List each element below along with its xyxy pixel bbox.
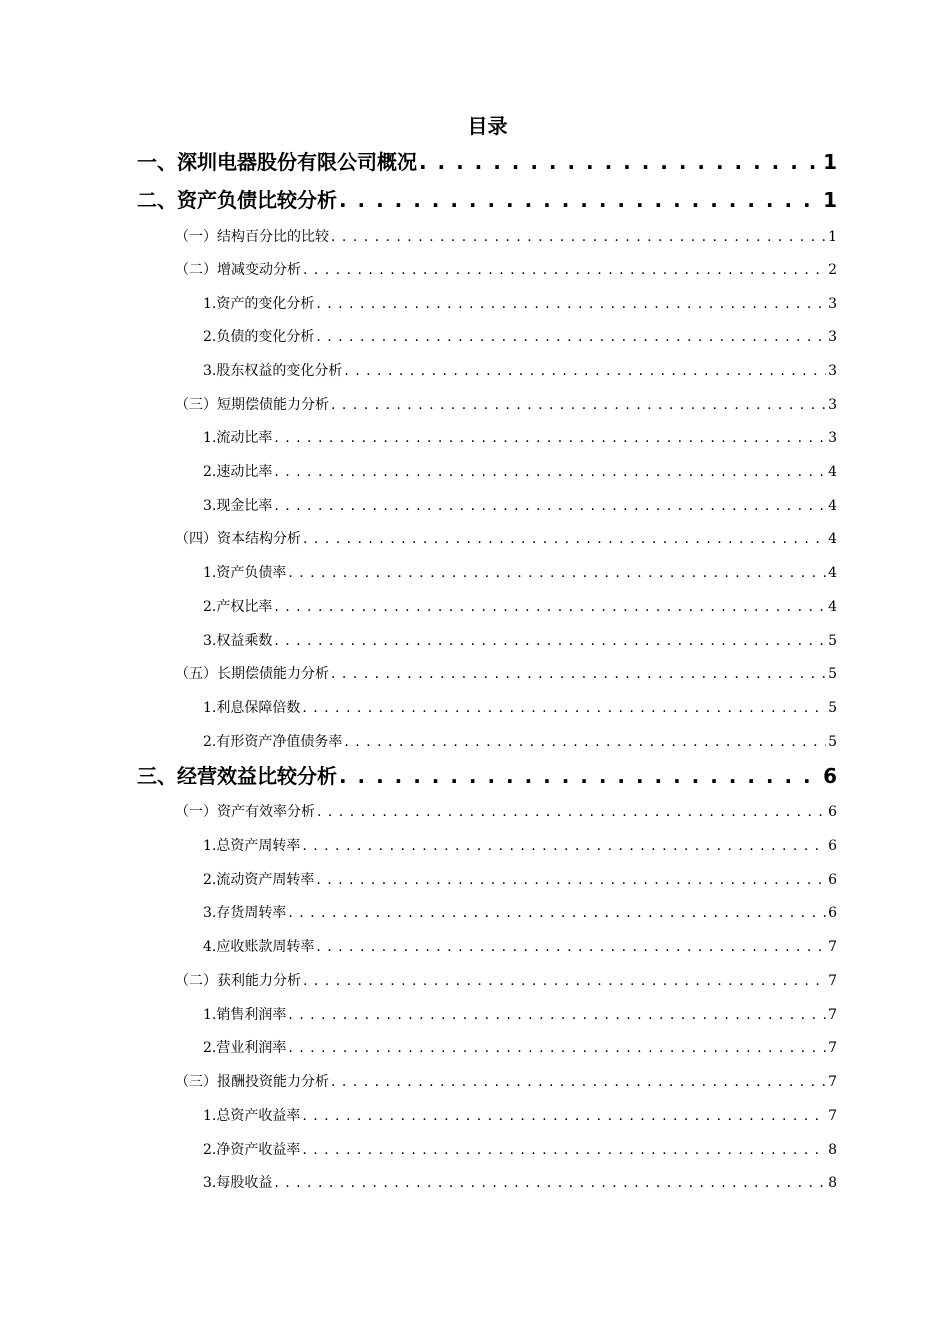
- toc-entry[interactable]: [203, 697, 837, 719]
- toc-entry-text: 2.负债的变化分析: [203, 329, 315, 345]
- toc-entry[interactable]: [175, 226, 837, 248]
- dot-leader: [288, 1037, 826, 1059]
- dot-leader: [331, 663, 826, 685]
- toc-page-number: 5: [828, 734, 837, 750]
- dot-leader: [288, 902, 826, 924]
- toc-entry-text: 三、经营效益比较分析: [137, 764, 337, 788]
- page-title: 目录: [467, 114, 508, 138]
- toc-entry-text: 3.股东权益的变化分析: [203, 363, 343, 379]
- toc-page-number: 4: [828, 565, 837, 581]
- dot-leader: [303, 259, 826, 281]
- toc-page-number: 4: [828, 464, 837, 480]
- dot-leader: [344, 360, 826, 382]
- toc-entry[interactable]: [203, 1037, 837, 1059]
- toc-entry-text: （四）资本结构分析: [175, 531, 301, 547]
- toc-entry[interactable]: [203, 902, 837, 924]
- toc-page-number: 7: [828, 1074, 837, 1090]
- toc-entry-text: （三）报酬投资能力分析: [175, 1074, 329, 1090]
- toc-entry[interactable]: [203, 731, 837, 753]
- toc-page-number: 3: [828, 397, 837, 413]
- dot-leader: [331, 1071, 826, 1093]
- toc-entry-text: 2.速动比率: [203, 464, 273, 480]
- toc-entry-text: （三）短期偿债能力分析: [175, 397, 329, 413]
- toc-entry-text: 2.流动资产周转率: [203, 872, 315, 888]
- toc-entry-text: （一）结构百分比的比较: [175, 229, 329, 245]
- toc-entry[interactable]: [137, 186, 837, 214]
- dot-leader: [419, 148, 821, 176]
- toc-page-number: 5: [828, 633, 837, 649]
- toc-entry-text: 2.产权比率: [203, 599, 273, 615]
- toc-entry-text: 2.有形资产净值债务率: [203, 734, 343, 750]
- toc-page-number: 5: [828, 666, 837, 682]
- toc-entry[interactable]: [203, 293, 837, 315]
- toc-entry-text: 1.资产的变化分析: [203, 296, 315, 312]
- toc-page-number: 7: [828, 939, 837, 955]
- toc-entry[interactable]: [203, 869, 837, 891]
- toc-entry-text: 二、资产负债比较分析: [137, 188, 337, 212]
- toc-page-number: 6: [828, 905, 837, 921]
- toc-page-number: 4: [828, 498, 837, 514]
- toc-entry[interactable]: [203, 630, 837, 652]
- toc-entry[interactable]: [203, 936, 837, 958]
- toc-entry[interactable]: [137, 148, 837, 176]
- toc-entry[interactable]: [137, 762, 837, 790]
- toc-entry-text: （二）获利能力分析: [175, 973, 301, 989]
- toc-entry-text: （五）长期偿债能力分析: [175, 666, 329, 682]
- toc-page-number: 6: [823, 764, 837, 788]
- dot-leader: [302, 697, 826, 719]
- dot-leader: [339, 762, 821, 790]
- dot-leader: [303, 970, 826, 992]
- toc-page-number: 7: [828, 1040, 837, 1056]
- toc-entry[interactable]: [203, 835, 837, 857]
- toc-entry[interactable]: [203, 1172, 837, 1194]
- dot-leader: [302, 1105, 826, 1127]
- dot-leader: [302, 1139, 826, 1161]
- toc-page-number: 3: [828, 430, 837, 446]
- toc-entry-text: 3.存货周转率: [203, 905, 287, 921]
- dot-leader: [316, 936, 826, 958]
- dot-leader: [331, 394, 826, 416]
- toc-entry[interactable]: [175, 663, 837, 685]
- toc-entry-text: 1.销售利润率: [203, 1007, 287, 1023]
- toc-entry-text: 2.净资产收益率: [203, 1142, 301, 1158]
- dot-leader: [274, 1172, 826, 1194]
- dot-leader: [316, 869, 826, 891]
- toc-entry-text: 3.权益乘数: [203, 633, 273, 649]
- toc-entry[interactable]: [203, 427, 837, 449]
- toc-page-number: 8: [828, 1142, 837, 1158]
- toc-page-number: 1: [823, 188, 837, 212]
- toc-entry-text: （一）资产有效率分析: [175, 804, 315, 820]
- toc-entry[interactable]: [175, 259, 837, 281]
- toc-page-number: 7: [828, 1007, 837, 1023]
- toc-page-number: 7: [828, 1108, 837, 1124]
- toc-page-number: 3: [828, 363, 837, 379]
- dot-leader: [274, 461, 826, 483]
- toc-entry-text: 1.总资产收益率: [203, 1108, 301, 1124]
- dot-leader: [339, 186, 821, 214]
- dot-leader: [316, 326, 826, 348]
- toc-entry[interactable]: [203, 562, 837, 584]
- dot-leader: [288, 562, 826, 584]
- toc-page-number: 3: [828, 296, 837, 312]
- dot-leader: [274, 596, 826, 618]
- toc-entry-text: 1.总资产周转率: [203, 838, 301, 854]
- toc-entry-text: 1.资产负债率: [203, 565, 287, 581]
- toc-entry-text: 2.营业利润率: [203, 1040, 287, 1056]
- toc-page-number: 1: [828, 229, 837, 245]
- toc-page-number: 8: [828, 1175, 837, 1191]
- toc-page-number: 4: [828, 531, 837, 547]
- toc-entry[interactable]: [175, 970, 837, 992]
- toc-entry-text: 一、深圳电器股份有限公司概况: [137, 150, 417, 174]
- dot-leader: [274, 427, 826, 449]
- toc-entry[interactable]: [203, 1105, 837, 1127]
- toc-entry-text: 1.流动比率: [203, 430, 273, 446]
- toc-page-number: 2: [828, 262, 837, 278]
- toc-page-number: 4: [828, 599, 837, 615]
- toc-entry-text: 1.利息保障倍数: [203, 700, 301, 716]
- toc-entry[interactable]: [175, 1071, 837, 1093]
- toc-entry[interactable]: [203, 1004, 837, 1026]
- dot-leader: [317, 801, 826, 823]
- toc-entry[interactable]: [203, 360, 837, 382]
- toc-page-number: 1: [823, 150, 837, 174]
- toc-entry[interactable]: [175, 528, 837, 550]
- toc-entry[interactable]: [203, 596, 837, 618]
- toc-page-number: 6: [828, 804, 837, 820]
- toc-entry[interactable]: [203, 461, 837, 483]
- toc-entry[interactable]: [175, 394, 837, 416]
- dot-leader: [344, 731, 826, 753]
- toc-entry[interactable]: [203, 495, 837, 517]
- dot-leader: [303, 528, 826, 550]
- toc-entry-text: （二）增减变动分析: [175, 262, 301, 278]
- toc-entry[interactable]: [203, 1139, 837, 1161]
- dot-leader: [316, 293, 826, 315]
- toc-entry[interactable]: [175, 801, 837, 823]
- toc-page-number: 5: [828, 700, 837, 716]
- toc-entry-text: 4.应收账款周转率: [203, 939, 315, 955]
- toc-page-number: 6: [828, 838, 837, 854]
- dot-leader: [288, 1004, 826, 1026]
- toc-entry[interactable]: [203, 326, 837, 348]
- toc-page-number: 3: [828, 329, 837, 345]
- toc-page-number: 6: [828, 872, 837, 888]
- toc-page-number: 7: [828, 973, 837, 989]
- toc-entry-text: 3.现金比率: [203, 498, 273, 514]
- dot-leader: [274, 630, 826, 652]
- dot-leader: [274, 495, 826, 517]
- dot-leader: [302, 835, 826, 857]
- dot-leader: [331, 226, 826, 248]
- toc-entry-text: 3.每股收益: [203, 1175, 273, 1191]
